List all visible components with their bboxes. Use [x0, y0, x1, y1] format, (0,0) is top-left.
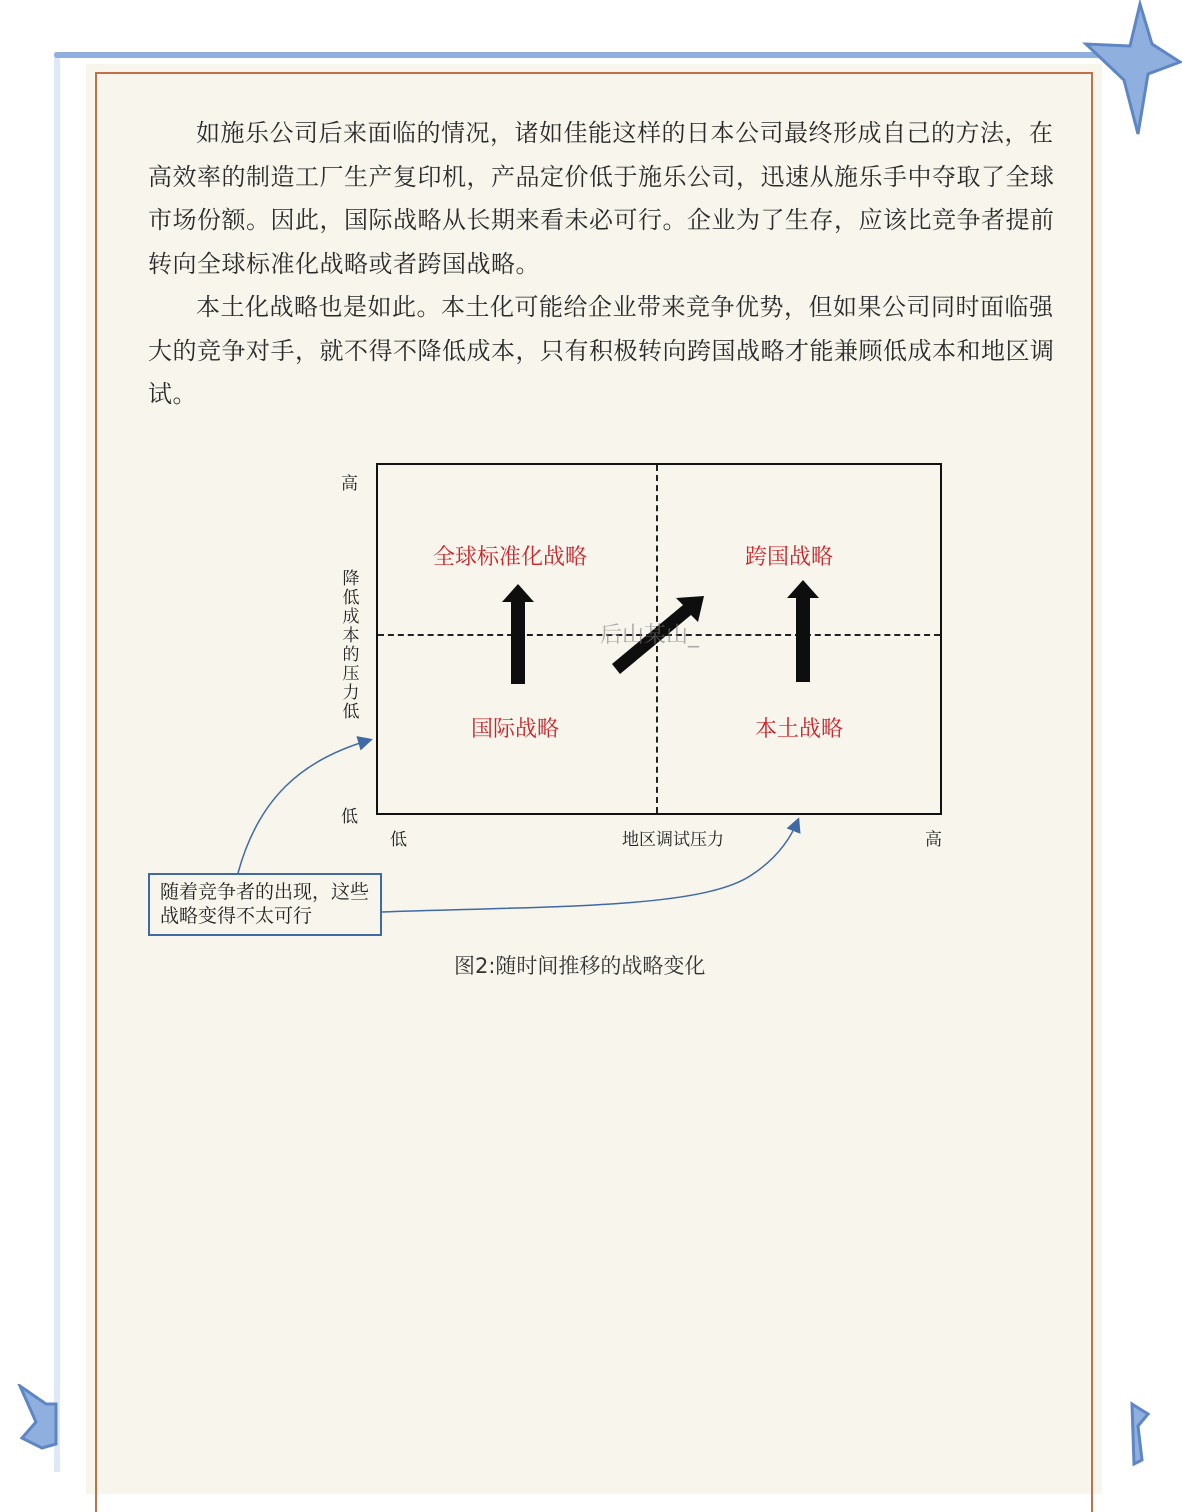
- label-localization: 本土战略: [755, 717, 844, 742]
- watermark-text: 后山某山_: [600, 623, 700, 648]
- paragraph-2: 本土化战略也是如此。本土化可能给企业带来竞争优势，但如果公司同时面临强大的竞争对手，就不得不降低成本，只有积极转向跨国战略才能兼顾低成本和地区调试。: [148, 293, 1055, 408]
- x-axis-title: 地区调试压力: [622, 830, 724, 850]
- label-international: 国际战略: [471, 717, 560, 742]
- y-axis-low: 低: [341, 807, 358, 827]
- label-global-standardization: 全球标准化战略: [433, 545, 588, 570]
- note-box: 随着竞争者的出现，这些战略变得不太可行: [148, 873, 382, 936]
- y-axis-title: 降低成本的压力低: [342, 569, 360, 722]
- paragraph-1: 如施乐公司后来面临的情况，诸如佳能这样的日本公司最终形成自己的方法，在高效率的制造工厂生产复印机，产品定价低于施乐公司，迅速从施乐手中夺取了全球市场份额。因此，国际战略从长期来看未必可行。企业为了生存，应该比竞争者提前转向全球标准化战略或者跨国战略。: [148, 119, 1055, 278]
- figure-caption: 图2:随时间推移的战略变化: [454, 954, 706, 978]
- y-axis-high: 高: [341, 474, 358, 494]
- x-axis-high: 高: [925, 830, 942, 850]
- label-transnational: 跨国战略: [745, 545, 834, 570]
- x-axis-low: 低: [390, 830, 407, 850]
